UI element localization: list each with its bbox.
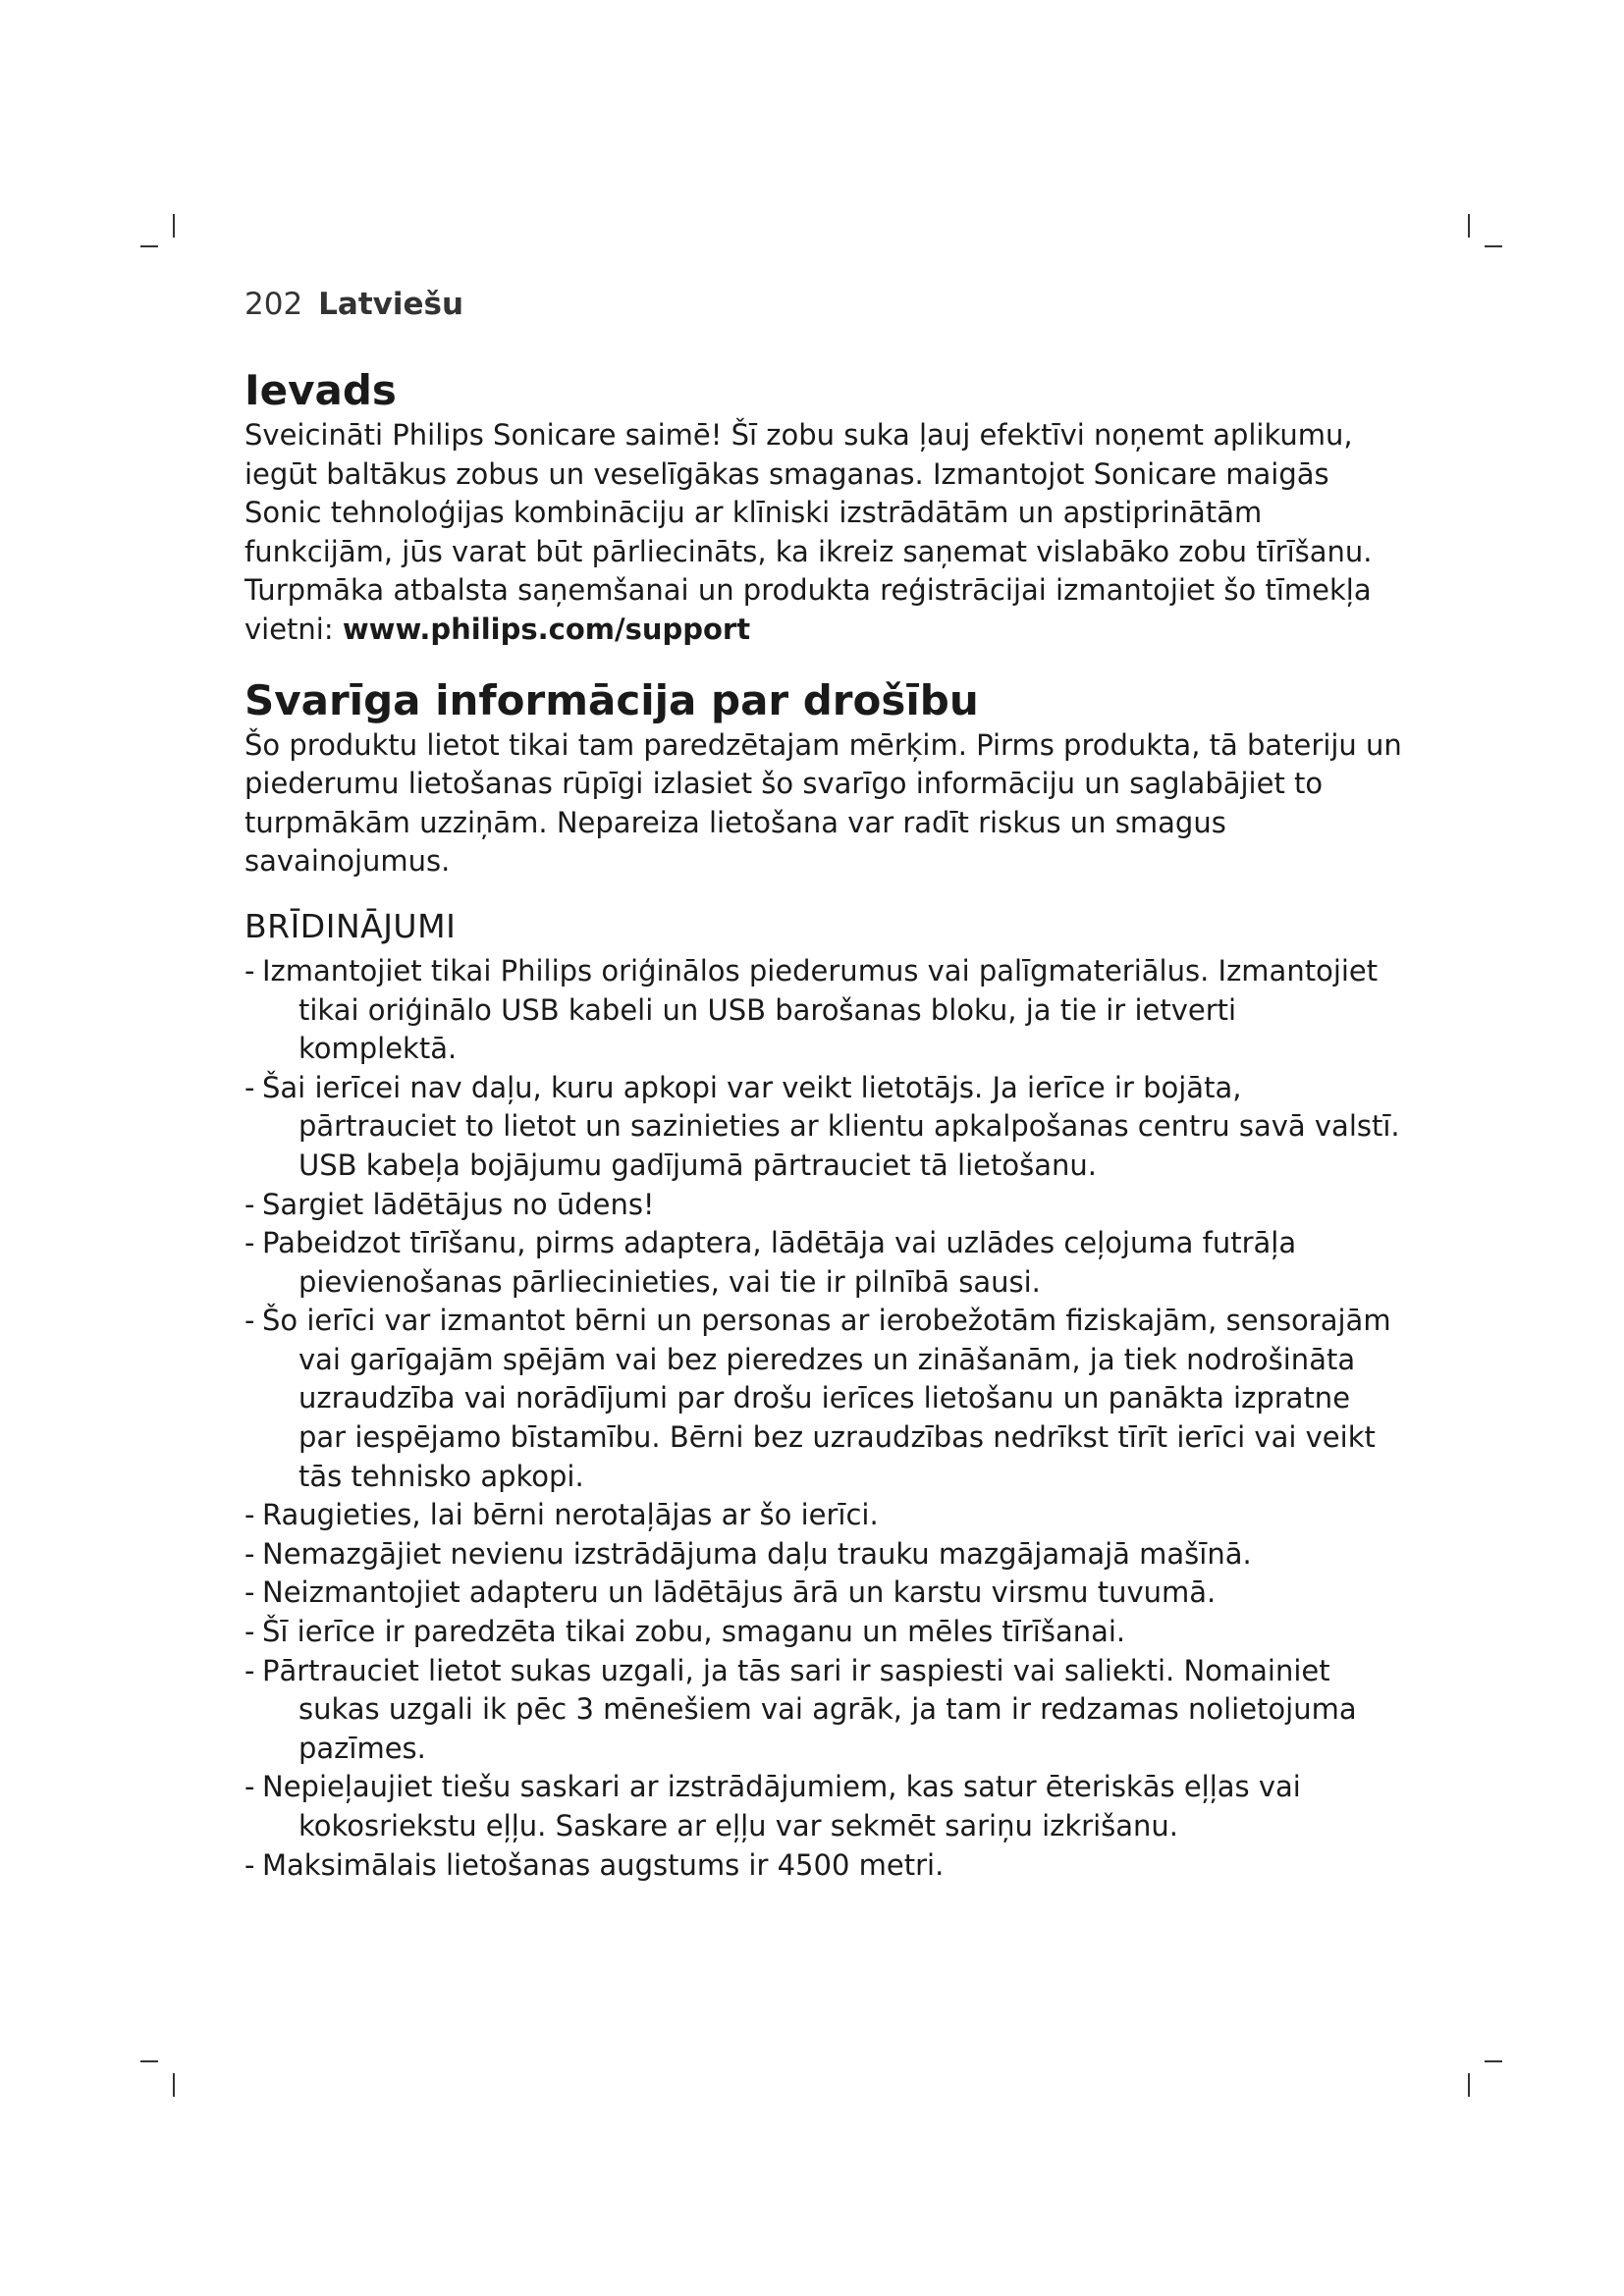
warning-text: Izmantojiet tikai Philips oriģinālos piederumus vai palīgmateriālus. Izmantojiet tikai oriģinālo USB kabeli un USB barošanas bloku, ja tie ir ietverti komplektā. [262, 953, 1379, 1066]
document-page [244, 285, 1403, 1885]
warning-text: Pārtrauciet lietot sukas uzgali, ja tās sari ir saspiesti vai saliekti. Nomainiet sukas uzgali ik pēc 3 mēnešiem vai agrāk, ja tam ir redzamas nolietojuma pazīmes. [262, 1653, 1357, 1765]
warning-item [244, 1535, 1403, 1575]
crop-mark-bottom-right-v [1468, 2073, 1470, 2097]
warning-item [244, 1496, 1403, 1535]
support-link[interactable]: www.philips.com/support [342, 612, 751, 646]
intro-heading: Ievads [244, 366, 397, 414]
safety-paragraph: Šo produktu lietot tikai tam paredzētajam mērķim. Pirms produkta, tā bateriju un piederumu lietošanas rūpīgi izlasiet šo svarīgo informāciju un saglabājiet to turpmākām uzziņām. Nepareiza lietošana var radīt riskus un smagus savainojumus. [244, 727, 1402, 879]
page-language: Latviešu [318, 287, 464, 322]
warnings-heading: BRĪDINĀJUMI [244, 906, 457, 945]
crop-mark-top-left-h [140, 245, 158, 247]
crop-mark-top-right-h [1485, 245, 1502, 247]
page-number: 202 [244, 287, 303, 322]
intro-text: Sveicināti Philips Sonicare saimē! Šī zobu suka ļauj efektīvi noņemt aplikumu, iegūt baltākus zobus un veselīgākas smaganas. Izmantojot Sonicare maigās Sonic tehnoloģijas kombināciju ar klīniski izstrādātām un apstiprinātām funkcijām, jūs varat būt pārliecināts, ka ikreiz saņemat vislabāko zobu tīrīšanu. Turpmāka atbalsta saņemšanai un produkta reģistrācijai izmantojiet šo tīmekļa vietni: [244, 418, 1373, 646]
warnings-list [244, 952, 1403, 1885]
warning-item [244, 1846, 1403, 1886]
warning-text: Pabeidzot tīrīšanu, pirms adaptera, lādētāja vai uzlādes ceļojuma futrāļa pievienošanas pārliecinieties, vai tie ir pilnībā sausi. [262, 1226, 1297, 1299]
warning-item [244, 1574, 1403, 1613]
warning-text: Neizmantojiet adapteru un lādētājus ārā un karstu virsmu tuvumā. [262, 1575, 1217, 1610]
safety-heading: Svarīga informācija par drošību [244, 675, 979, 724]
bullet-dash: - [244, 1536, 255, 1571]
crop-mark-bottom-right-h [1485, 2060, 1502, 2062]
warning-text: Sargiet lādētājus no ūdens! [262, 1187, 655, 1221]
bullet-dash: - [244, 953, 255, 988]
bullet-dash: - [244, 1847, 255, 1882]
warning-item [244, 1224, 1403, 1302]
bullet-dash: - [244, 1770, 255, 1804]
crop-mark-top-left-v [173, 214, 175, 238]
warning-item [244, 1186, 1403, 1225]
warning-item [244, 952, 1403, 1069]
warning-text: Maksimālais lietošanas augstums ir 4500 metri. [262, 1847, 945, 1882]
warning-text: Raugieties, lai bērni nerotaļājas ar šo ierīci. [262, 1498, 879, 1532]
warning-item [244, 1069, 1403, 1186]
bullet-dash: - [244, 1498, 255, 1532]
bullet-dash: - [244, 1226, 255, 1260]
bullet-dash: - [244, 1187, 255, 1221]
bullet-dash: - [244, 1653, 255, 1687]
page-header [244, 285, 1403, 324]
intro-paragraph [244, 416, 1403, 650]
warning-item [244, 1652, 1403, 1769]
warning-text: Šai ierīcei nav daļu, kuru apkopi var veikt lietotājs. Ja ierīce ir bojāta, pārtrauciet to lietot un sazinieties ar klientu apkalpošanas centru savā valstī. USB kabeļa bojājumu gadījumā pārtrauciet tā lietošanu. [262, 1070, 1400, 1182]
bullet-dash: - [244, 1070, 255, 1104]
crop-mark-top-right-v [1468, 214, 1470, 238]
warning-text: Nemazgājiet nevienu izstrādājuma daļu trauku mazgājamajā mašīnā. [262, 1536, 1252, 1571]
warning-text: Šī ierīce ir paredzēta tikai zobu, smaganu un mēles tīrīšanai. [262, 1615, 1126, 1649]
warning-text: Nepieļaujiet tiešu saskari ar izstrādājumiem, kas satur ēteriskās eļļas vai kokosriekstu eļļu. Saskare ar eļļu var sekmēt sariņu izkrišanu. [262, 1770, 1301, 1842]
bullet-dash: - [244, 1575, 255, 1610]
warning-text: Šo ierīci var izmantot bērni un personas ar ierobežotām fiziskajām, sensorajām vai garīgajām spējām vai bez pieredzes un zināšanām, ja tiek nodrošināta uzraudzība vai norādījumi par drošu ierīces lietošanu un panākta izpratne par iespējamo bīstamību. Bērni bez uzraudzības nedrīkst tīrīt ierīci vai veikt tās tehnisko apkopi. [262, 1304, 1391, 1493]
crop-mark-bottom-left-v [173, 2073, 175, 2097]
warning-item [244, 1768, 1403, 1845]
warning-item [244, 1302, 1403, 1496]
warning-item [244, 1613, 1403, 1652]
crop-mark-bottom-left-h [140, 2060, 158, 2062]
bullet-dash: - [244, 1304, 255, 1338]
bullet-dash: - [244, 1615, 255, 1649]
